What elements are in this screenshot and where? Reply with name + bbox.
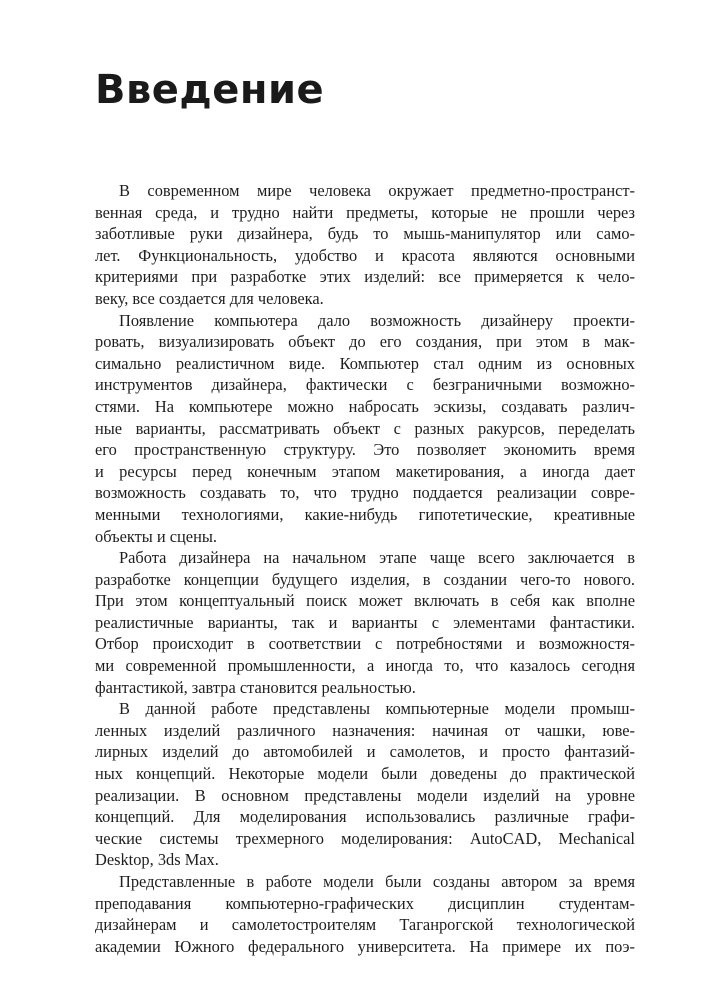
body-text	[95, 180, 635, 957]
paragraph	[95, 698, 635, 871]
paragraph	[95, 547, 635, 698]
text-line: В данной работе представлены компьютерные модели промыш-	[119, 699, 635, 719]
text-line: симально реалистичном виде. Компьютер стал одним из основных	[95, 353, 635, 373]
text-line: Представленные в работе модели были созданы автором за время	[119, 872, 635, 891]
text-line: ленных изделий различного назначения: начиная от чашки, юве-	[95, 720, 635, 740]
text-line: ные варианты, рассматривать объект с разных ракурсов, переделать	[95, 418, 635, 438]
text-line: ных концепций. Некоторые модели были доведены до практической	[95, 764, 635, 784]
text-line: разработке концепции будущего изделия, в создании чего-то нового.	[95, 569, 635, 589]
paragraph	[95, 871, 635, 957]
text-line: ми современной промышленности, а иногда то, что казалось сегодня	[95, 656, 635, 676]
text-line: лет. Функциональность, удобство и красота являются основными	[95, 245, 635, 265]
paragraph	[95, 310, 635, 548]
text-line: концепций. Для моделирования использовались различные графи-	[95, 807, 635, 827]
paragraph	[95, 180, 635, 310]
text-line: академии Южного федерального университета. На примере их поэ-	[95, 936, 635, 956]
text-line: ческие системы трехмерного моделирования: AutoCAD, Mechanical	[95, 828, 635, 848]
text-line: реализации. В основном представлены модели изделий на уровне	[95, 785, 635, 805]
text-line: дизайнерам и самолетостроителям Таганрогской технологической	[95, 915, 635, 935]
text-line: Работа дизайнера на начальном этапе чаще всего заключается в	[119, 548, 635, 568]
text-line: и ресурсы перед конечным этапом макетирования, а иногда дает	[95, 461, 635, 481]
text-line: критериями при разработке этих изделий: все примеряется к чело-	[95, 267, 635, 287]
text-line: лирных изделий до автомобилей и самолетов, и просто фантазий-	[95, 742, 635, 762]
text-line: объекты и сцены.	[95, 526, 217, 546]
text-line: Desktop, 3ds Max.	[95, 850, 219, 870]
text-line: Отбор происходит в соответствии с потребностями и возможностя-	[95, 634, 635, 654]
text-line: возможность создавать то, что трудно поддается реализации совре-	[95, 483, 635, 503]
text-line: веку, все создается для человека.	[95, 288, 324, 308]
text-line: При этом концептуальный поиск может включать в себя как вполне	[95, 591, 635, 611]
text-line: менными технологиями, какие-нибудь гипотетические, креативные	[95, 504, 635, 524]
page-title: Введение	[95, 67, 325, 113]
text-line: стями. На компьютере можно набросать эскизы, создавать различ-	[95, 396, 635, 416]
text-line: инструментов дизайнера, фактически с безграничными возможно-	[95, 375, 635, 395]
text-line: его пространственную структуру. Это позволяет экономить время	[95, 440, 635, 460]
text-line: реалистичные варианты, так и варианты с элементами фантастики.	[95, 612, 635, 632]
text-line: венная среда, и трудно найти предметы, которые не прошли через	[95, 202, 635, 222]
text-line: ровать, визуализировать объект до его создания, при этом в мак-	[95, 332, 635, 352]
text-line: заботливые руки дизайнера, будь то мышь-манипулятор или само-	[95, 224, 635, 244]
text-line: преподавания компьютерно-графических дисциплин студентам-	[95, 893, 635, 913]
text-line: В современном мире человека окружает предметно-пространст-	[119, 181, 635, 200]
text-line: фантастикой, завтра становится реальностью.	[95, 677, 416, 697]
text-line: Появление компьютера дало возможность дизайнеру проекти-	[119, 310, 635, 330]
